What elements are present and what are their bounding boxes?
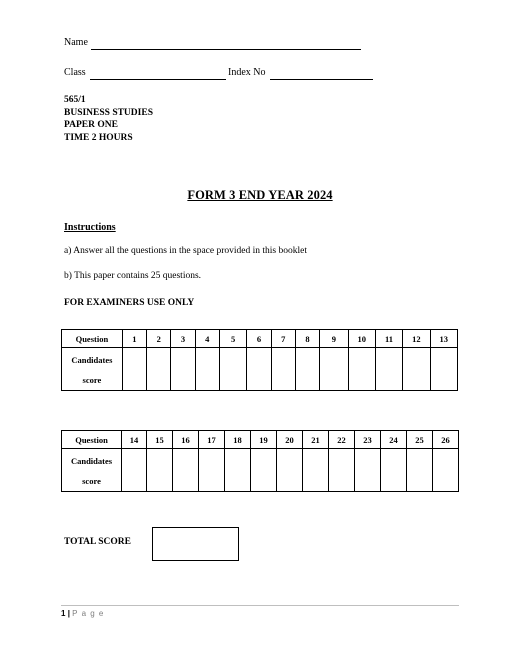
question-number: 22 xyxy=(329,431,355,449)
score-cell[interactable] xyxy=(225,449,251,492)
score-cell[interactable] xyxy=(199,449,225,492)
score-cell[interactable] xyxy=(295,348,319,391)
candidates-label-line1: Candidates xyxy=(71,355,113,365)
question-number: 14 xyxy=(122,431,147,449)
question-number: 10 xyxy=(348,330,375,348)
question-number: 20 xyxy=(277,431,303,449)
score-cell[interactable] xyxy=(403,348,430,391)
score-cell[interactable] xyxy=(277,449,303,492)
page-number: 1 xyxy=(61,609,66,618)
question-number: 4 xyxy=(195,330,219,348)
total-score-label: TOTAL SCORE xyxy=(64,537,131,547)
question-number: 3 xyxy=(171,330,195,348)
candidates-score-label xyxy=(62,348,123,391)
score-cell[interactable] xyxy=(219,348,246,391)
instructions-heading: Instructions xyxy=(64,222,116,233)
question-number: 23 xyxy=(355,431,381,449)
candidates-label-line1: Candidates xyxy=(70,456,113,466)
name-label: Name xyxy=(64,37,88,48)
question-number: 1 xyxy=(122,330,146,348)
score-cell[interactable] xyxy=(195,348,219,391)
question-row xyxy=(62,431,459,449)
total-score-box[interactable] xyxy=(152,527,239,561)
question-number: 19 xyxy=(251,431,277,449)
question-header: Question xyxy=(62,330,123,348)
paper-time: TIME 2 HOURS xyxy=(64,132,133,143)
score-cell[interactable] xyxy=(329,449,355,492)
score-cell[interactable] xyxy=(147,449,173,492)
score-cell[interactable] xyxy=(381,449,407,492)
name-field[interactable] xyxy=(91,49,361,50)
question-number: 11 xyxy=(375,330,402,348)
question-number: 6 xyxy=(247,330,271,348)
score-cell[interactable] xyxy=(171,348,195,391)
score-cell[interactable] xyxy=(247,348,271,391)
score-cell[interactable] xyxy=(271,348,295,391)
score-cell[interactable] xyxy=(251,449,277,492)
index-field[interactable] xyxy=(270,79,373,80)
class-label: Class xyxy=(64,67,86,78)
index-label: Index No xyxy=(228,67,266,78)
score-table-2 xyxy=(61,430,459,492)
question-number: 13 xyxy=(430,330,457,348)
candidates-label-line2: score xyxy=(82,476,101,486)
score-cell[interactable] xyxy=(407,449,433,492)
question-number: 21 xyxy=(303,431,329,449)
question-row xyxy=(62,330,458,348)
footer-separator: | xyxy=(67,609,70,618)
page-footer xyxy=(61,609,104,618)
score-cell[interactable] xyxy=(303,449,329,492)
score-cell[interactable] xyxy=(375,348,402,391)
score-row xyxy=(62,348,458,391)
score-cell[interactable] xyxy=(433,449,459,492)
question-number: 25 xyxy=(407,431,433,449)
score-cell[interactable] xyxy=(355,449,381,492)
paper-info xyxy=(64,94,153,144)
page-title: FORM 3 END YEAR 2024 xyxy=(187,188,333,202)
question-number: 12 xyxy=(403,330,430,348)
question-number: 9 xyxy=(320,330,348,348)
score-cell[interactable] xyxy=(122,348,146,391)
question-number: 24 xyxy=(381,431,407,449)
paper-number: PAPER ONE xyxy=(64,120,118,130)
instruction-item: a) Answer all the questions in the space provided in this booklet xyxy=(64,246,307,256)
score-cell[interactable] xyxy=(122,449,147,492)
candidates-score-label xyxy=(62,449,122,492)
footer-divider xyxy=(61,605,459,606)
score-cell[interactable] xyxy=(173,449,199,492)
score-cell[interactable] xyxy=(348,348,375,391)
question-number: 26 xyxy=(433,431,459,449)
score-cell[interactable] xyxy=(147,348,171,391)
score-cell[interactable] xyxy=(320,348,348,391)
question-header: Question xyxy=(62,431,122,449)
question-number: 8 xyxy=(295,330,319,348)
paper-subject: BUSINESS STUDIES xyxy=(64,107,153,118)
examiners-heading: FOR EXAMINERS USE ONLY xyxy=(64,298,195,308)
question-number: 7 xyxy=(271,330,295,348)
score-row xyxy=(62,449,459,492)
instruction-item: b) This paper contains 25 questions. xyxy=(64,271,202,281)
paper-code: 565/1 xyxy=(64,95,86,105)
question-number: 18 xyxy=(225,431,251,449)
question-number: 2 xyxy=(147,330,171,348)
question-number: 17 xyxy=(199,431,225,449)
candidates-label-line2: score xyxy=(82,375,102,385)
score-cell[interactable] xyxy=(430,348,457,391)
class-field[interactable] xyxy=(90,79,226,80)
question-number: 15 xyxy=(147,431,173,449)
question-number: 5 xyxy=(219,330,246,348)
page-word: P a g e xyxy=(72,609,105,618)
question-number: 16 xyxy=(173,431,199,449)
score-table-1 xyxy=(61,329,458,391)
